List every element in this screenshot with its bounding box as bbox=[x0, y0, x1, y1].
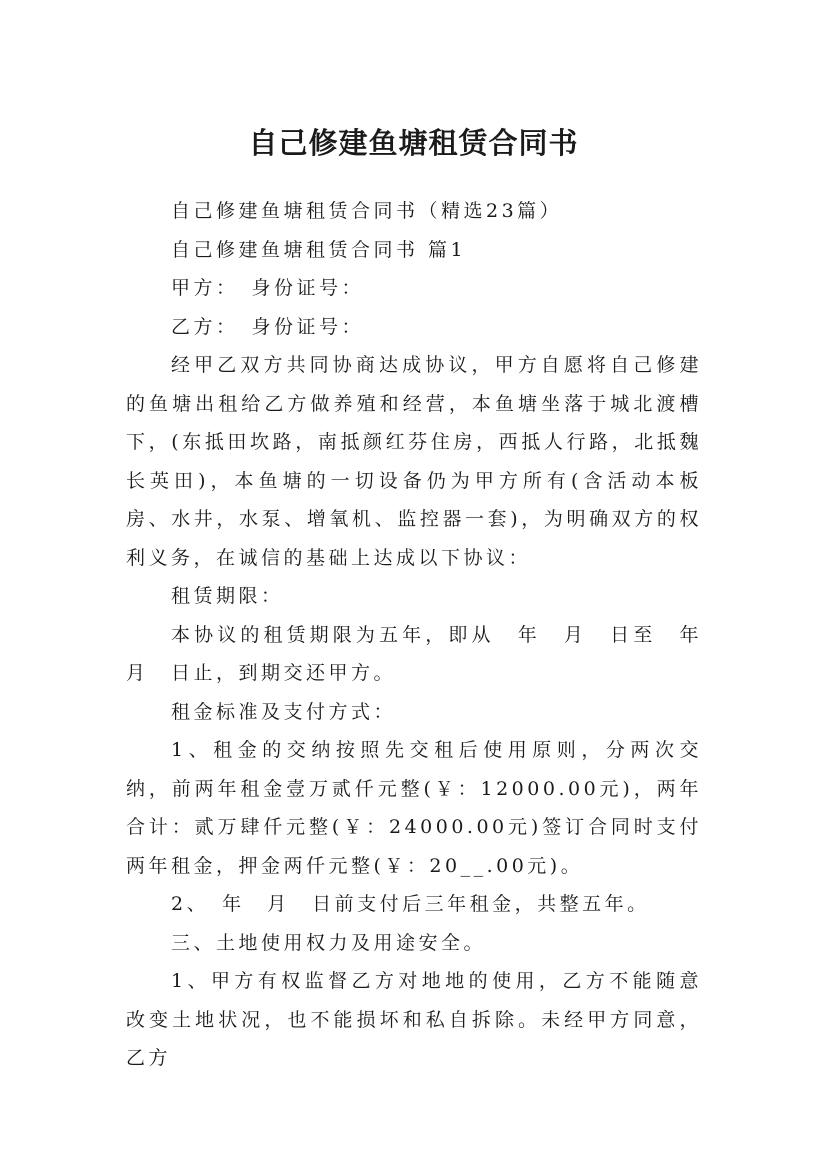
paragraph-lease-term: 本协议的租赁期限为五年，即从 年 月 日至 年 月 日止，到期交还甲方。 bbox=[126, 623, 725, 684]
document-title: 自己修建鱼塘租赁合同书 bbox=[248, 126, 579, 161]
paragraph-land-use-item-1: 1、甲方有权监督乙方对地地的使用，乙方不能随意改变土地状况，也不能损坏和私自拆除。未经甲方同意，乙方 bbox=[126, 970, 702, 1069]
paragraph-party-a: 甲方： 身份证号： bbox=[171, 277, 365, 299]
paragraph-rent-item-1: 1、租金的交纳按照先交租后使用原则，分两次交纳，前两年租金壹万贰仟元整(￥：12000.00元)，两年合计：贰万肆仟元整(￥：24000.00元)签订合同时支付两年租金，押金两仟元整(￥：20__.00元)。 bbox=[126, 739, 702, 877]
paragraph-lease-term-heading: 租赁期限： bbox=[171, 585, 284, 607]
paragraph-section-heading: 自己修建鱼塘租赁合同书 篇1 bbox=[171, 238, 467, 261]
paragraph-rent-item-2: 2、 年 月 日前支付后三年租金，共整五年。 bbox=[171, 893, 650, 915]
paragraph-subtitle: 自己修建鱼塘租赁合同书（精选23篇） bbox=[171, 200, 563, 222]
paragraph-land-use-heading: 三、土地使用权力及用途安全。 bbox=[171, 931, 487, 954]
paragraph-rent-heading: 租金标准及支付方式： bbox=[171, 700, 397, 723]
paragraph-party-b: 乙方： 身份证号： bbox=[171, 315, 365, 338]
document-body bbox=[126, 192, 725, 1078]
paragraph-agreement-intro: 经甲乙双方共同协商达成协议，甲方自愿将自己修建的鱼塘出租给乙方做养殖和经营，本鱼塘坐落于城北渡槽下，(东抵田坎路，南抵颜红芬住房，西抵人行路，北抵魏长英田)，本鱼塘的一切设备仍为甲方所有(含活动本板房、水井，水泵、增氧机、监控器一套)，为明确双方的权利义务，在诚信的基础上达成以下协议： bbox=[126, 354, 702, 569]
